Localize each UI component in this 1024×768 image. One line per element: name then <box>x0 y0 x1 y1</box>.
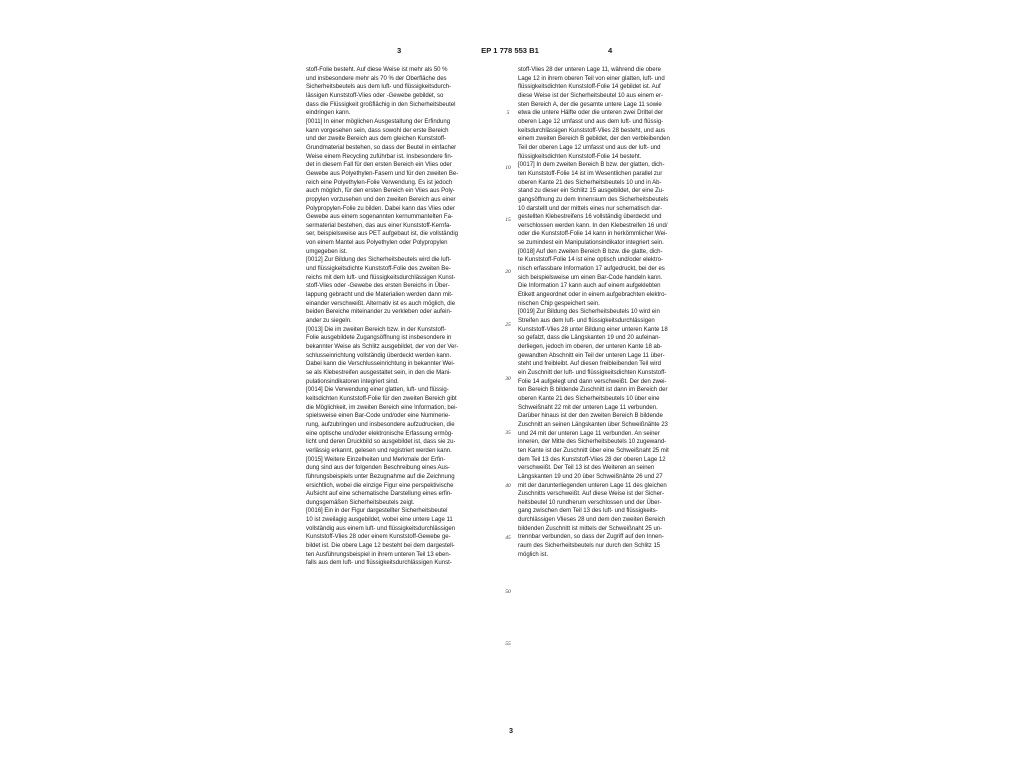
line-number-15: 15 <box>505 217 511 223</box>
line-number-10: 10 <box>505 165 511 171</box>
line-number-25: 25 <box>505 322 511 328</box>
line-number-20: 20 <box>505 269 511 275</box>
line-number-45: 45 <box>505 535 511 541</box>
footer-page-number: 3 <box>509 726 513 735</box>
left-page-number: 3 <box>397 46 402 55</box>
line-number-40: 40 <box>505 483 511 489</box>
left-text-column: stoff-Folie besteht. Auf diese Weise ist mehr als 50 % und insbesondere mehr als 70 % der Oberfläche des Sicherheitsbeutels aus dem luft- und flüssigkeitsdurch- lässigen Kunststoff-Vlies oder -Gewebe gebildet, so dass die Flüssigkeit großflächig in den Sicherheitsbeutel eindringen kann. [0011] In einer möglichen Ausgestaltung der Erfindung kann vorgesehen sein, dass sowohl der erste Bereich und der zweite Bereich aus dem gleichen Kunststoff- Grundmaterial bestehen, so dass der Beutel in einfacher Weise einem Recycling zuführbar ist. Insbesondere fin- det in diesem Fall für den ersten Bereich ein Vlies oder Gewebe aus Polyethylen-Fasern und für den zweiten Be- reich eine Polyethylen-Folie Verwendung. Es ist jedoch auch möglich, für den ersten Bereich ein Vlies aus Poly- propylen vorzusehen und den zweiten Bereich aus einer Polypropylen-Folie zu bilden. Dabei kann das Vlies oder Gewebe aus einem sogenannten kernummantelten Fa- sermaterial bestehen, das aus einer Kunststoff-Kernfa- ser, beispielsweise aus PET aufgebaut ist, die vollständig von einem Mantel aus Polyethylen oder Polypropylen umgegeben ist. [0012] Zur Bildung des Sicherheitsbeutels wird die luft- und flüssigkeitsdichte Kunststoff-Folie des zweiten Be- reichs mit dem luft- und flüssigkeitsdurchlässigen Kunst- stoff-Vlies oder -Gewebe des ersten Bereichs in Über- lappung gebracht und die Materialien werden dann mit- einander verschweißt. Alternativ ist es auch möglich, die beiden Bereiche miteinander zu verkleben oder aufein- ander zu siegeln. [0013] Die im zweiten Bereich bzw. in der Kunststoff- Folie ausgebildete Zugangsöffnung ist insbesondere in bekannter Weise als Schlitz ausgebildet, der von der Ver- schlusseinrichtung vollständig überdeckt werden kann. Dabei kann die Verschlusseinrichtung in bekannter Wei- se als Klebestreifen ausgestaltet sein, in den die Mani- pulationsindikatoren integriert sind. [0014] Die Verwendung einer glatten, luft- und flüssig- keitsdichten Kunststoff-Folie für den zweiten Bereich gibt die Möglichkeit, im zweiten Bereich eine Information, bei- spielsweise einen Bar-Code und/oder eine Nummerie- rung, aufzubringen und insbesondere aufzudrucken, die eine optische und/oder elektronische Erfassung ermög- licht und deren Druckbild so ausgebildet ist, dass sie zu- verlässig erkannt, gelesen und registriert werden kann. [0015] Weitere Einzelheiten und Merkmale der Erfin- dung sind aus der folgenden Beschreibung eines Aus- führungsbeispiels unter Bezugnahme auf die Zeichnung ersichtlich, wobei die einzige Figur eine perspektivische Aufsicht auf eine schematische Darstellung eines erfin- dungsgemäßen Sicherheitsbeutels zeigt. [0016] Ein in der Figur dargestellter Sicherheitsbeutel 10 ist zweilagig ausgebildet, wobei eine untere Lage 11 vollständig aus einem luft- und flüssigkeitsdurchlässigen Kunststoff-Vlies 28 oder einem Kunststoff-Gewebe ge- bildet ist. Die obere Lage 12 besteht bei dem dargestell- ten Ausführungsbeispiel in ihrem unteren Teil 13 eben- falls aus dem luft- und flüssigkeitsdurchlässigen Kunst- <box>306 67 459 567</box>
right-text-column: stoff-Vlies 28 der unteren Lage 11, während die obere Lage 12 in ihrem oberen Teil von einer glatten, luft- und flüssigkeitsdichten Kunststoff-Folie 14 gebildet ist. Auf diese Weise ist der Sicherheitsbeutel 10 aus einem er- sten Bereich A, der die gesamte untere Lage 11 sowie etwa die untere Hälfte oder die unteren zwei Drittel der oberen Lage 12 umfasst und aus dem luft- und flüssig- keitsdurchlässigen Kunststoff-Vlies 28 besteht, und aus einem zweiten Bereich B gebildet, der den verbleibenden Teil der oberen Lage 12 umfasst und aus der luft- und flüssigkeitsdichten Kunststoff-Folie 14 besteht. [0017] In dem zweiten Bereich B bzw. der glatten, dich- ten Kunststoff-Folie 14 ist im Wesentlichen parallel zur oberen Kante 21 des Sicherheitsbeutels 10 und in Ab- stand zu dieser ein Schlitz 15 ausgebildet, der eine Zu- gangsöffnung zu dem Innenraum des Sicherheitsbeutels 10 darstellt und der mittels eines nur schematisch dar- gestellten Klebestreifens 16 vollständig überdeckt und verschlossen werden kann. In den Klebestreifen 16 und/ oder die Kunststoff-Folie 14 kann in herkömmlicher Wei- se zumindest ein Manipulationsindikator integriert sein. [0018] Auf den zweiten Bereich B bzw. die glatte, dich- te Kunststoff-Folie 14 ist eine optisch und/oder elektro- nisch erfassbare Information 17 aufgedruckt, bei der es sich beispielsweise um einen Bar-Code handeln kann. Die Information 17 kann auch auf einem aufgeklebten Etikett angeordnet oder in einem aufgebrachten elektro- nischen Chip gespeichert sein. [0019] Zur Bildung des Sicherheitsbeutels 10 wird ein Streifen aus dem luft- und flüssigkeitsdurchlässigen Kunststoff-Vlies 28 unter Bildung einer unteren Kante 18 so gefalzt, dass die Längskanten 19 und 20 aufeinan- derliegen, jedoch im oberen, der unteren Kante 18 ab- gewandten Abschnitt ein Teil der unteren Lage 11 über- steht und freibleibt. Auf diesen freibleibenden Teil wird ein Zuschnitt der luft- und flüssigkeitsdichten Kunststoff- Folie 14 aufgelegt und dann verschweißt. Der den zwei- ten Bereich B bildende Zuschnitt ist dann im Bereich der oberen Kante 21 des Sicherheitsbeutels 10 über eine Schweißnaht 22 mit der unteren Lage 11 verbunden. Darüber hinaus ist der den zweiten Bereich B bildende Zuschnitt an seinen Längskanten über Schweißnähte 23 und 24 mit der unteren Lage 11 verbunden. An seiner inneren, der Mitte des Sicherheitsbeutels 10 zugewand- ten Kante ist der Zuschnitt über eine Schweißnaht 25 mit dem Teil 13 des Kunststoff-Vlies 28 der oberen Lage 12 verschweißt. Der Teil 13 ist des Weiteren an seinen Längskanten 19 und 20 über Schweißnähte 26 und 27 mit der darunterliegenden unteren Lage 11 des gleichen Zuschnitts verschweißt. Auf diese Weise ist der Sicher- heitsbeutel 10 rundherum verschlossen und der Über- gang zwischen dem Teil 13 des luft- und flüssigkeits- durchlässigen Vlieses 28 und dem den zweiten Bereich bildenden Zuschnitt ist mittels der Schweißnaht 25 un- trennbar verbunden, so dass der Zugriff auf den Innen- raum des Sicherheitsbeutels nur durch den Schlitz 15 möglich ist. <box>518 67 670 558</box>
line-number-55: 55 <box>505 641 511 647</box>
line-number-5: 5 <box>506 110 510 116</box>
right-page-number: 4 <box>608 46 613 55</box>
line-number-30: 30 <box>505 376 511 382</box>
line-number-50: 50 <box>505 589 511 595</box>
patent-number: EP 1 778 553 B1 <box>481 46 539 55</box>
line-number-35: 35 <box>505 430 511 436</box>
